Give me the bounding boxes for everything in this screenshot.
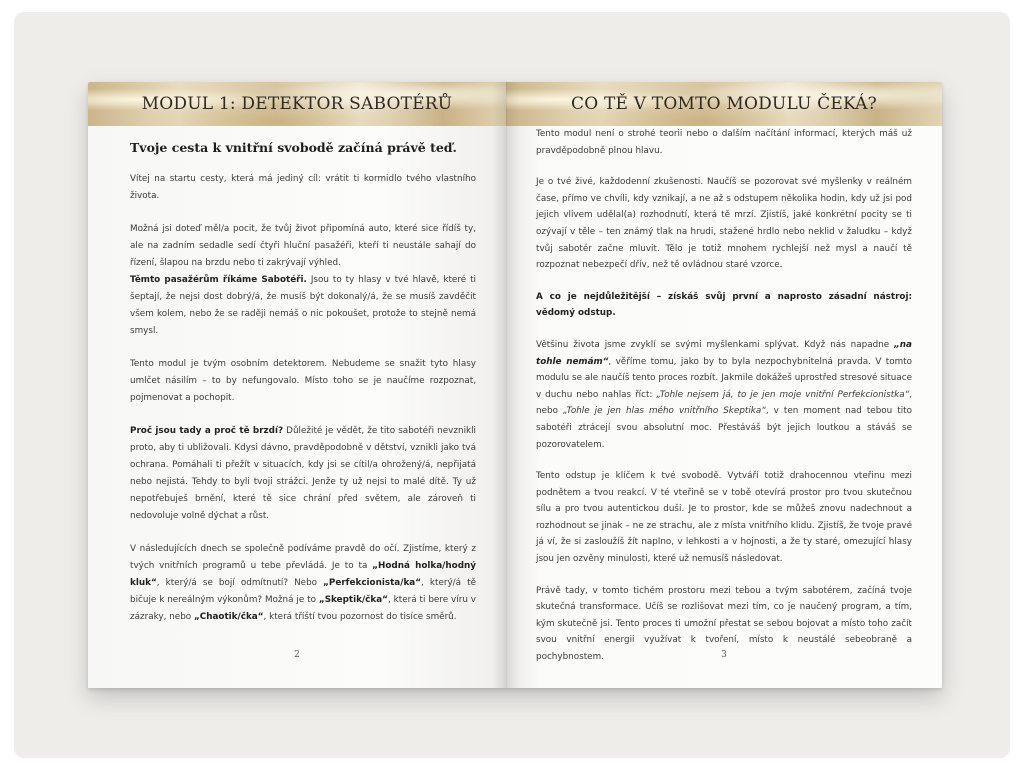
- paragraph-car-metaphor: [130, 221, 476, 272]
- paragraph-key-tool: [536, 289, 912, 322]
- paragraph-saboteurs: [130, 272, 476, 340]
- program-skeptic: „Skeptik/čka“: [318, 595, 388, 605]
- merging-text-b: , věříme tomu, jako by to byla nezpochybnitelná pravda. V tomto modulu se ale naučíš tento proces rozbít. Jakmile dokážeš uprostřed stresové situace v duchu nebo nahlas říct:: [536, 356, 912, 400]
- paragraph-merging: [536, 337, 912, 453]
- left-page: [88, 82, 506, 688]
- key-tool-bold: A co je nejdůležitější – získáš svůj první a naprosto zásadní nástroj: vědomý odstup.: [536, 291, 912, 319]
- left-page-title: MODUL 1: DETEKTOR SABOTÉRŮ: [141, 94, 453, 114]
- merging-text-a: Většinu života jsme zvyklí se svými myšlenkami splývat. Když nás napadne: [536, 339, 895, 350]
- paragraph-experience: Je o tvé živé, každodenní zkušenosti. Naučíš se pozorovat své myšlenky v reálném čase, přímo ve chvíli, kdy vznikají, a ne až s odstupem několika hodin, kdy už jsi pod jejich vlivem udělal(a) rozhodnutí, která tě mrzí. Zjistíš, jaké konkrétní pocity se ti ozývají v těle – ten známý tlak na hrudi, stažené hrdlo nebo neklid v žaludku – když tvůj sabotér začne mluvit. Tělo je totiž mnohem rychlejší než mysl a naučí tě rozpoznat nebezpečí dřív, než tě ovládnou staré vzorce.: [536, 177, 912, 271]
- right-page-banner: [506, 82, 942, 126]
- car-metaphor-text: Možná jsi doteď měl/a pocit, že tvůj život připomíná auto, které sice řídíš ty, ale na zadním sedadle sedí čtyři hluční pasažéři, kteří ti neustále sahají do řízení, šlapou na brzdu nebo ti zakrývají výhled.: [130, 224, 476, 268]
- right-page-title: CO TĚ V TOMTO MODULU ČEKÁ?: [571, 94, 877, 114]
- right-page: [506, 82, 942, 688]
- programs-text-f: , která tříští tvou pozornost do tisíce směrů.: [263, 612, 457, 622]
- paragraph-transformation: Právě tady, v tomto tichém prostoru mezi tebou a tvým sabotérem, začíná tvoje skutečná transformace. Učíš se rozlišovat mezi tím, co je naučený program, a tím, kým skutečně jsi. Tento proces ti umožní přestat se sebou bojovat a místo toho začít svou vnitřní energii využívat k tvoření, místo k neustálé sebeobraně a pochybnostem.: [536, 585, 912, 663]
- programs-text-a: V následujících dnech se společně podíváme pravdě do očí. Zjistíme, který z tvých vnitřních programů u tebe převládá. Je to ta: [130, 544, 476, 571]
- left-page-content: [130, 140, 476, 642]
- left-page-banner: [88, 82, 506, 126]
- paragraph-freedom-key: Tento odstup je klíčem k tvé svobodě. Vytváří totiž drahocennou vteřinu mezi podnětem a tvou reakcí. V té vteřině se v tobě otevírá prostor pro tvou skutečnou sílu a pro tvou autentickou duši. Je to prostor, kde se můžeš znovu nadechnout a rozhodnout se jinak – ne ze strachu, ale z místa vnitřního klidu. Zjistíš, že tvoje pravé já ví, že si zasloužíš žít naplno, v lehkosti a v hojnosti, a že ty staré, omezující hlasy jsou jen ozvěny minulosti, které už nemusíš následovat.: [536, 471, 912, 565]
- merging-text-c: , nebo: [536, 389, 912, 417]
- right-page-content: [536, 126, 912, 681]
- why-text: Důležité je vědět, že tito sabotéři nevznikli proto, aby ti ubližovali. Kdysi dávno, pravděpodobně v dětství, vznikli jako tvá ochrana. Pomáhali ti přežít v situacích, kdy jsi se cítil/a ohrožený/á, nepřijatá nebo nejistá. Tehdy to byli tvoji strážci. Jenže ty už nejsi to malé dítě. Ty už nepotřebuješ brnění, které tě sice chrání před světem, ale zároveň ti nedovoluje volně dýchat a růst.: [130, 426, 476, 521]
- saboteurs-text: Jsou to ty hlasy v tvé hlavě, které ti šeptají, že nejsi dost dobrý/á, že musíš být dokonalý/á, že se musíš zavděčit všem kolem, nebo že se raději nemáš o nic pokoušet, protože to stejně nemá smysl.: [130, 275, 476, 336]
- left-page-heading: Tvoje cesta k vnitřní svobodě začíná právě teď.: [130, 140, 457, 155]
- program-perfectionist: „Perfekcionista/ka“: [323, 578, 422, 588]
- program-chaotic: „Chaotik/čka“: [193, 612, 264, 622]
- left-page-number: 2: [294, 650, 300, 660]
- paragraph-not-theory: Tento modul není o strohé teorii nebo o dalším načítání informací, kterých máš už pravděpodobně plnou hlavu.: [536, 129, 912, 156]
- quote-cant-do: „na tohle nemám“: [536, 339, 912, 367]
- programs-text-e: , která ti bere víru v zázraky, nebo: [130, 595, 476, 622]
- right-page-number: 3: [721, 650, 727, 660]
- paragraph-detector: Tento modul je tvým osobním detektorem. Nebudeme se snažit tyto hlasy umlčet násilím – to by nefungovalo. Místo toho se je naučíme rozpoznat, pojmenovat a pochopit.: [130, 359, 476, 403]
- programs-text-c: , který/á se bojí odmítnutí? Nebo: [156, 578, 324, 588]
- open-booklet: [88, 82, 942, 688]
- program-good-kid: „Hodná holka/hodný kluk“: [130, 561, 476, 588]
- paragraph-why: [130, 423, 476, 525]
- merging-text-d: , v ten moment nad tebou tito sabotéři ztrácejí svou absolutní moc. Přestáváš být jejich loutkou a stáváš se pozorovatelem.: [536, 406, 912, 450]
- why-bold: Proč jsou tady a proč tě brzdí?: [130, 426, 284, 436]
- paragraph-intro: Vítej na startu cesty, která má jediný cíl: vrátit ti kormidlo tvého vlastního života.: [130, 174, 476, 201]
- paragraph-programs: [130, 541, 476, 626]
- quote-perfectionist: „Tohle nejsem já, to je jen moje vnitřní Perfekcionistka“: [656, 389, 910, 400]
- saboteurs-bold: Těmto pasažérům říkáme Sabotéři.: [130, 275, 307, 285]
- quote-skeptic: „Tohle je jen hlas mého vnitřního Skeptika“: [562, 406, 766, 417]
- programs-text-d: , který/á tě bičuje k nereálným výkonům? Možná je to: [130, 578, 476, 605]
